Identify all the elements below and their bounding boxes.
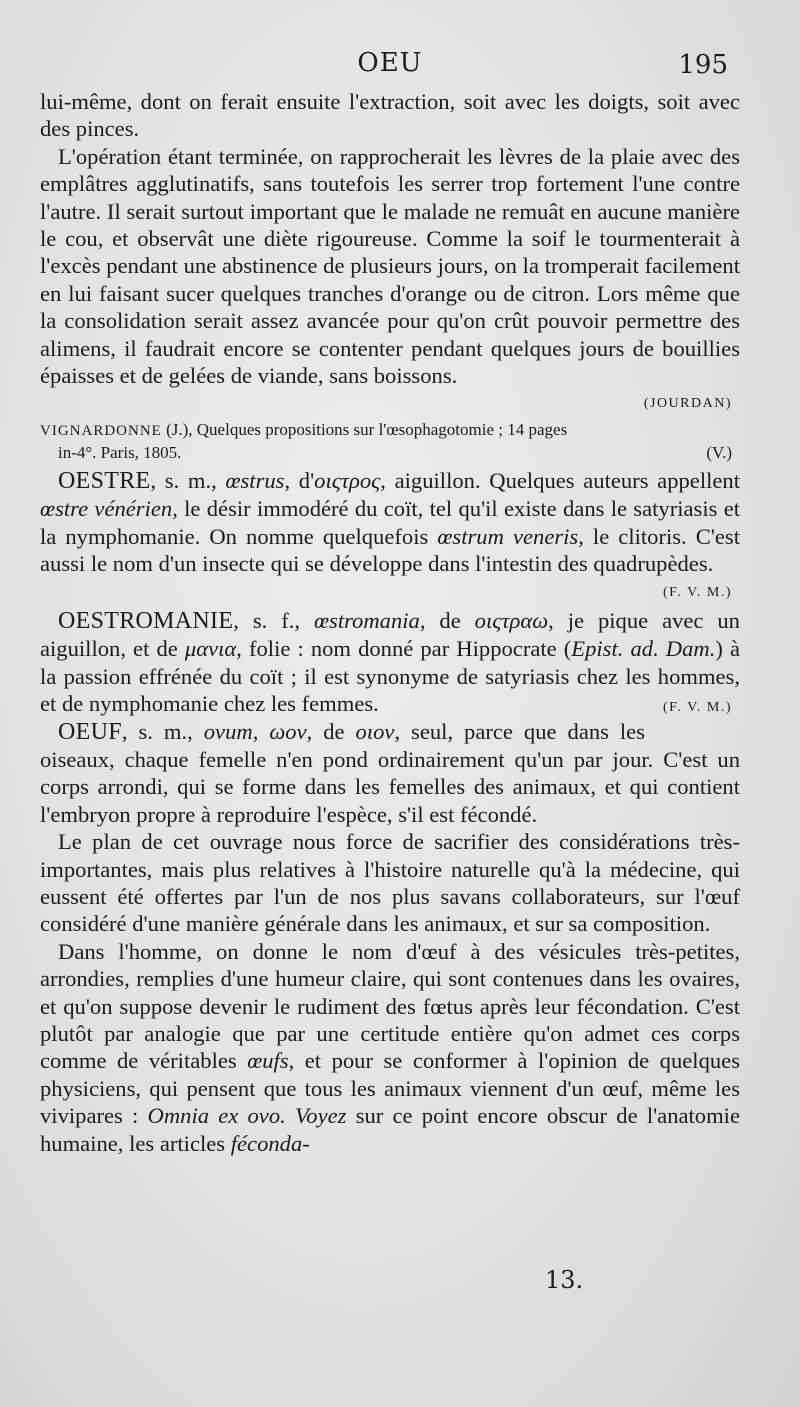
text: , de bbox=[306, 718, 345, 744]
latin-term: ovum bbox=[203, 718, 253, 744]
grammar: , s. f., bbox=[233, 607, 301, 633]
biblio-line2 bbox=[40, 442, 740, 463]
latin-term: œstromania bbox=[313, 607, 420, 633]
reference: Epist. ad. Dam. bbox=[571, 636, 716, 662]
headword: OEUF bbox=[58, 718, 122, 745]
grammar: , s. m., bbox=[150, 467, 217, 493]
greek-term: ωον bbox=[269, 718, 307, 744]
entry-oestromanie bbox=[40, 607, 740, 718]
entry-oestre bbox=[40, 467, 740, 578]
greek-term: οιον bbox=[355, 718, 395, 744]
running-title: OEU bbox=[357, 48, 423, 78]
term: féconda- bbox=[230, 1130, 310, 1156]
quote: Omnia ex ovo. bbox=[147, 1103, 286, 1129]
greek-term: μανια bbox=[184, 636, 237, 662]
voyez: Voyez bbox=[295, 1103, 347, 1129]
text: , le désir immodéré du coït, tel qu'il existe dans le satyriasis et la nymphomanie. On nomme quelquefois bbox=[40, 496, 740, 549]
term: œstrum veneris bbox=[437, 523, 579, 549]
biblio-author: VIGNARDONNE bbox=[40, 422, 162, 439]
biblio-initial: (J.), bbox=[166, 419, 193, 439]
latin-term: œstrus bbox=[225, 467, 285, 493]
text: , d' bbox=[284, 467, 315, 493]
text: ) à la passion effrénée du coït ; il est synonyme de satyriasis chez les hommes, et de nymphomanie chez les femmes. bbox=[40, 636, 741, 717]
author-signature: (JOURDAN) bbox=[643, 396, 732, 412]
text: , folie : nom donné par Hippocrate ( bbox=[236, 636, 572, 662]
paragraph: Le plan de cet ouvrage nous force de sacrifier des considérations très-importantes, mais plus relatives à l'histoire naturelle qu'à la médecine, qui eussent été offertes par l'un de nos plus savans collaborateurs, sur l'œuf considéré d'une manière générale dans les animaux, et sur sa composition. bbox=[40, 829, 740, 937]
greek-term: οιςτρος bbox=[314, 467, 381, 493]
signature-mark: 13. bbox=[545, 1266, 584, 1294]
headword: OESTRE bbox=[58, 467, 151, 494]
grammar: , s. m., bbox=[121, 718, 193, 744]
body-text bbox=[40, 88, 740, 1157]
page-number: 195 bbox=[678, 50, 728, 80]
text: , seul, parce que dans les oiseaux, chaque femelle n'en pond ordinairement qu'un par jour. C'est un corps arrondi, qui se forme dans les femelles des animaux, et qui contient l'embryon propre à reproduire l'espèce, s'il est fécondé. bbox=[40, 718, 740, 827]
text: sur ce point encore obscur de l'anatomie humaine, les articles bbox=[40, 1103, 740, 1156]
text: , bbox=[252, 718, 259, 744]
entry-oeuf bbox=[40, 718, 740, 829]
paragraph: L'opération étant terminée, on rapprocherait les lèvres de la plaie avec des emplâtres agglutinatifs, sans toutefois les serrer trop fortement l'une contre l'autre. Il serait surtout important que le malade ne remuât en aucune manière le cou, et observât une diète rigoureuse. Comme la soif le tourmenterait à l'excès pendant une abstinence de plusieurs jours, on la tromperait facilement en lui faisant sucer quelques tranches d'orange ou de citron. Lors même que la consolidation serait assez avancée pour qu'on crût pouvoir permettre des alimens, il faudrait encore se contenter pendant quelques jours de bouillies épaisses et de gelées de viande, sans boissons. bbox=[40, 143, 740, 389]
greek-term: οιςτραω bbox=[474, 607, 549, 633]
text: , et pour se conformer à l'opinion de quelques physiciens, qui pensent que tous les animaux viennent d'un œuf, même les vivipares : bbox=[40, 1048, 741, 1129]
biblio-title: Quelques propositions sur l'œsophagotomie ; 14 pages bbox=[196, 419, 568, 439]
term: œufs bbox=[247, 1048, 289, 1074]
biblio-signature: (V.) bbox=[706, 442, 732, 462]
paragraph bbox=[40, 938, 740, 1157]
page-header bbox=[40, 48, 740, 88]
paragraph: lui-même, dont on ferait ensuite l'extraction, soit avec les doigts, soit avec des pinces. bbox=[40, 89, 740, 142]
text: , aiguillon. Quelques auteurs appellent bbox=[380, 467, 740, 493]
term: œstre vénérien bbox=[40, 496, 173, 522]
bibliography-entry bbox=[40, 419, 740, 463]
text: Dans l'homme, on donne le nom d'œuf à des vésicules très-petites, arrondies, remplies d'une humeur claire, qui sont contenues dans les ovaires, et qu'on suppose devenir le rudiment des fœtus après leur fécondation. C'est plutôt par analogie que par une certitude entière qu'on admet ces corps comme de véritables bbox=[40, 938, 740, 1074]
text: , de bbox=[419, 607, 461, 633]
text: , je pique avec un aiguillon, et de bbox=[40, 607, 740, 662]
text: , le clitoris. C'est aussi le nom d'un insecte qui se développe dans l'intestin des quadrupèdes. bbox=[40, 523, 741, 577]
biblio-imprint: in-4°. Paris, 1805. bbox=[58, 442, 182, 462]
author-signature: (F. V. M.) bbox=[663, 700, 732, 716]
headword: OESTROMANIE bbox=[58, 607, 234, 634]
author-signature: (F. V. M.) bbox=[663, 584, 732, 600]
